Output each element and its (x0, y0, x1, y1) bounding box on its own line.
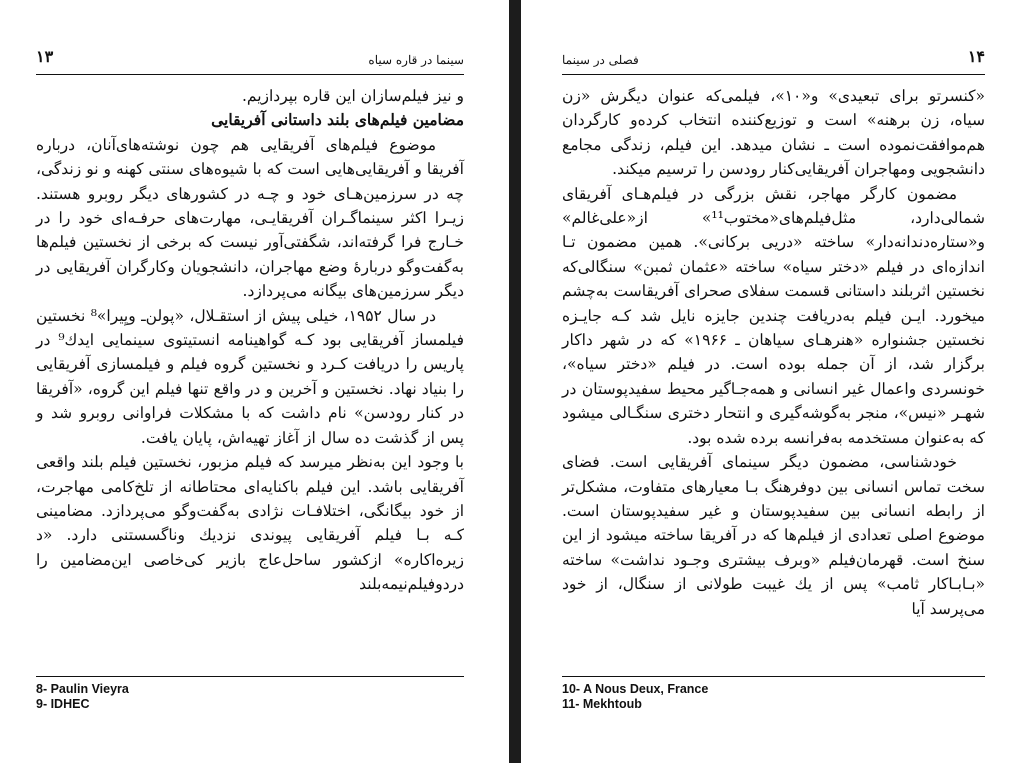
book-gutter (509, 0, 521, 763)
footnote-9: 9- IDHEC (36, 697, 90, 711)
right-page-number: ۱۴ (967, 47, 985, 66)
left-header-rule (36, 74, 464, 75)
left-page (0, 0, 509, 763)
right-page-header (562, 47, 985, 70)
left-paragraph-3: در سال ۱۹۵۲، خیلی پیش از استقـلال، «پولن‌ـ ویِیرا»⁸ نخستین فیلمساز آفریقایی بود کـه گواهینامه انستیتوی سینمایی ایدك⁹ در پاریس را دریافت کـرد و نخستین گروه فیلم و فیلمسازی آفریقایی را بنیاد نهاد. نخستین و آخرین و در واقع تنها فیلم این گروه، «آفریقا در کنار رودسن» نام داشت که با مشکلات فراوانی روبرو شد و پس از گذشت ده سال از آغاز تهیه‌اش، پایان یافت. (36, 306, 464, 447)
right-footnotes (562, 682, 708, 712)
left-paragraph-1: و نیز فیلم‌سازان این قاره بپردازیم. (241, 87, 464, 105)
section-heading: مضامین فیلم‌های بلند داستانی آفریقایی (211, 110, 464, 130)
left-footnotes (36, 682, 129, 712)
left-footnote-rule (36, 676, 464, 677)
right-paragraph-3: خودشناسی، مضمون دیگر سینمای آفریقایی است. فضای سخت تماس انسانی بین دوفرهنگ بـا معیارهای متفاوت، مشکل‌تر از رابطه انسانی بین سفیدپوستان و غیر سفیدپوستان است. موضوع اصلی تعدادی از فیلم‌ها که در آفریقا ساخته میشود از این سنخ است. قهرمان‌فیلم «وبرف بیشتری وجـود نداشت» ساخته «بـابـاکار ثامب» پس از یك غیبت طولانی از سنگال، از خود می‌پرسد آیا (562, 453, 985, 618)
right-paragraph-1: «کنسرتو برای تبعیدی» و«۱۰»، فیلمی‌که عنوان دیگرش «زن سیاه، زن برهنه» است و توزیع‌کننده انتخاب کرده‌و کارگردان هم‌موافقت‌نموده است ـ نشان میدهد. این فیلم، زندگی مجامع دانشجویی ومهاجران آفریقایی‌کنار رودسن را ترسیم میکند. (562, 87, 985, 179)
left-page-header (36, 47, 464, 70)
footnote-11: 11- Mekhtoub (562, 697, 642, 711)
footnote-8: 8- Paulin Vieyra (36, 682, 129, 696)
footnote-10: 10- A Nous Deux, France (562, 682, 709, 696)
right-page-body (562, 84, 985, 621)
left-page-body (36, 84, 464, 597)
right-footnote-rule (562, 676, 985, 677)
right-paragraph-2: مضمون کارگر مهاجر، نقش بزرگی در فیلم‌هـای آفریقای شمالی‌دارد، مثل‌فیلم‌های«مختوب¹¹» از«علی‌غالم» و«ستاره‌دندانه‌دار» ساخته «دریی برکانی». همین مضمون تـا اندازه‌ای در فیلم «دختر سیاه» ساخته «عثمان ثمبن» سنگالی‌که نخستین اثربلند داستانی قسمت سفلای صحرای آفریقاست به‌چشم میخورد. ایـن فیلم به‌دریافت چندین جایزه نایل شد کـه جایـزه نخستین جشنواره «هنرهـای سیاهان ـ ۱۹۶۶» که در شهر داکار برگزار شد، از آن جمله بوده است. در فیلم «دختر سیاه»، خونسردی واعمال غیر انسانی و همه‌جـاگیر محیط سفیدپوستان در شهـر «نیس»، منجر به‌گوشه‌گیری و انتحار دختری سنگـالی میشود که به‌عنوان مستخدمه به‌فرانسه برده شده بود. (562, 184, 986, 447)
right-header-rule (562, 74, 985, 75)
left-running-head: سینما در قاره سیاه (368, 53, 464, 67)
left-paragraph-4: با وجود این به‌نظر میرسد که فیلم مزبور، نخستین فیلم بلند واقعی آفریقایی باشد. این فیلم باکنایه‌ای محتاطانه از تلخ‌کامی مهاجرت، از خود بیگانگی، اختلافـات نژادی به‌گفت‌وگو می‌پردازد. مضامینی کـه بـا فیلم آفریقایی پیوندی نزدیك وناگسستنی دارد. «د زیره‌اکاره» ازکشور ساحل‌عاج بازیر کی‌خاصی این‌مضامین را دردوفیلم‌نیمه‌بلند (36, 453, 464, 594)
left-paragraph-2: موضوع فیلم‌های آفریقایی هم چون نوشته‌های‌آنان، درباره آفریقا و آفریقایی‌هایی است که با شیوه‌های سنتی کهنه و نو زندگی، چه در سرزمین‌هـای خود و چـه در کشورهای دیگر روبرو هستند. زیـرا اکثر سینماگـران آفریقایـی، مهارت‌های حرفـه‌ای خود را در خـارج فرا گرفته‌اند، شگفتی‌آور نیست که برخی از نخستین فیلم‌ها به‌گفت‌وگو دربارهٔ وضع مهاجران، دانشجویان وکارگران آفریقایی در دیگر سرزمین‌های بیگانه می‌پردازد. (36, 135, 464, 301)
left-page-number: ۱۳ (36, 47, 54, 66)
right-running-head: فصلی در سینما (562, 53, 639, 67)
right-page (521, 0, 1024, 763)
